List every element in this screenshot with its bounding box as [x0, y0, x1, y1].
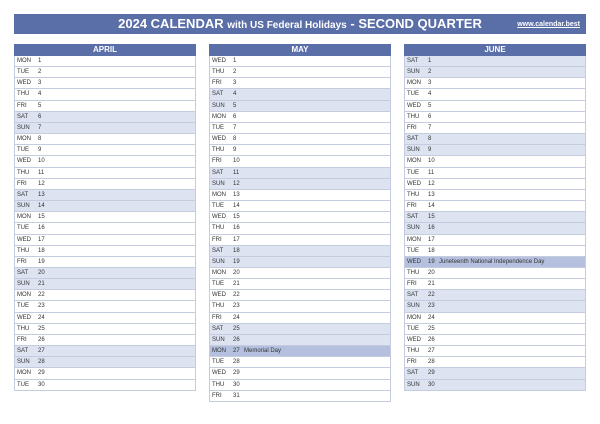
day-number: 5	[428, 102, 432, 109]
day-number: 10	[38, 158, 45, 165]
day-number: 24	[428, 314, 435, 321]
day-list	[14, 56, 196, 391]
day-number: 17	[38, 236, 45, 243]
day-number: 7	[38, 124, 42, 131]
weekday-label: SUN	[17, 203, 30, 210]
day-number: 27	[428, 348, 435, 355]
day-number: 11	[233, 169, 240, 176]
weekday-label: SUN	[407, 69, 420, 76]
weekday-label: SUN	[407, 381, 420, 388]
day-number: 10	[428, 158, 435, 165]
weekday-label: TUE	[17, 381, 29, 388]
weekday-label: SAT	[212, 247, 224, 254]
day-row	[15, 190, 195, 201]
day-row	[405, 179, 585, 190]
day-row	[15, 134, 195, 145]
day-number: 16	[38, 225, 45, 232]
weekday-label: MON	[407, 314, 421, 321]
weekday-label: SAT	[212, 169, 224, 176]
weekday-label: THU	[212, 225, 225, 232]
day-row	[405, 380, 585, 391]
day-number: 23	[233, 303, 240, 310]
weekday-label: SUN	[407, 225, 420, 232]
title-subtitle: with US Federal Holidays	[227, 20, 347, 31]
weekday-label: FRI	[17, 258, 27, 265]
day-row	[15, 67, 195, 78]
weekday-label: THU	[407, 113, 420, 120]
day-number: 18	[428, 247, 435, 254]
day-number: 16	[233, 225, 240, 232]
day-number: 11	[428, 169, 435, 176]
day-row	[210, 179, 390, 190]
month-april	[14, 44, 196, 391]
weekday-label: MON	[407, 158, 421, 165]
day-row	[210, 89, 390, 100]
day-row	[15, 335, 195, 346]
day-number: 26	[38, 336, 45, 343]
day-number: 22	[428, 292, 435, 299]
weekday-label: WED	[407, 336, 421, 343]
day-number: 9	[233, 147, 237, 154]
day-number: 5	[38, 102, 42, 109]
day-row	[15, 290, 195, 301]
weekday-label: WED	[212, 292, 226, 299]
day-row	[15, 246, 195, 257]
day-row	[15, 78, 195, 89]
day-row	[210, 290, 390, 301]
day-list	[209, 56, 391, 402]
day-row	[405, 301, 585, 312]
day-number: 15	[38, 214, 45, 221]
day-row	[405, 290, 585, 301]
title-banner	[14, 14, 586, 34]
day-number: 8	[233, 136, 237, 143]
weekday-label: MON	[407, 236, 421, 243]
day-number: 11	[38, 169, 45, 176]
day-row	[405, 156, 585, 167]
day-row	[15, 101, 195, 112]
day-number: 13	[38, 191, 45, 198]
day-number: 22	[233, 292, 240, 299]
day-number: 28	[428, 359, 435, 366]
weekday-label: TUE	[17, 69, 29, 76]
day-row	[405, 190, 585, 201]
weekday-label: SAT	[407, 370, 419, 377]
day-row	[405, 78, 585, 89]
weekday-label: WED	[407, 102, 421, 109]
day-row	[15, 168, 195, 179]
day-number: 20	[38, 269, 45, 276]
day-row	[15, 89, 195, 100]
day-row	[210, 324, 390, 335]
day-row	[15, 268, 195, 279]
weekday-label: SUN	[17, 359, 30, 366]
weekday-label: THU	[407, 191, 420, 198]
weekday-label: FRI	[212, 392, 222, 399]
day-row	[405, 279, 585, 290]
day-number: 8	[428, 136, 432, 143]
day-row	[15, 357, 195, 368]
day-row	[15, 223, 195, 234]
day-number: 1	[428, 58, 432, 64]
weekday-label: TUE	[212, 281, 224, 288]
day-list	[404, 56, 586, 391]
day-number: 7	[428, 124, 432, 131]
day-row	[15, 257, 195, 268]
weekday-label: SAT	[407, 58, 419, 64]
weekday-label: WED	[17, 314, 31, 321]
day-number: 28	[233, 359, 240, 366]
day-number: 3	[233, 80, 237, 87]
weekday-label: THU	[17, 169, 30, 176]
weekday-label: WED	[212, 214, 226, 221]
day-number: 1	[233, 58, 237, 64]
weekday-label: THU	[17, 91, 30, 98]
day-row	[15, 112, 195, 123]
weekday-label: SAT	[17, 269, 29, 276]
day-row	[210, 301, 390, 312]
day-row	[210, 246, 390, 257]
weekday-label: SAT	[212, 325, 224, 332]
weekday-label: SAT	[407, 136, 419, 143]
day-row	[15, 123, 195, 134]
weekday-label: FRI	[17, 102, 27, 109]
holiday-row	[405, 257, 585, 268]
weekday-label: TUE	[17, 225, 29, 232]
day-row	[210, 201, 390, 212]
day-number: 24	[233, 314, 240, 321]
weekday-label: MON	[407, 80, 421, 87]
day-row	[15, 313, 195, 324]
day-number: 22	[38, 292, 45, 299]
day-row	[15, 156, 195, 167]
day-number: 17	[428, 236, 435, 243]
weekday-label: WED	[17, 158, 31, 165]
day-number: 2	[38, 69, 42, 76]
day-row	[405, 134, 585, 145]
day-number: 21	[38, 281, 45, 288]
day-number: 26	[428, 336, 435, 343]
weekday-label: TUE	[17, 147, 29, 154]
website-link[interactable]: www.calendar.best	[517, 21, 580, 28]
day-number: 14	[38, 203, 45, 210]
day-row	[15, 301, 195, 312]
weekday-label: TUE	[407, 91, 419, 98]
day-number: 1	[38, 58, 42, 64]
day-row	[15, 235, 195, 246]
day-number: 20	[233, 269, 240, 276]
day-number: 3	[38, 80, 42, 87]
day-number: 29	[428, 370, 435, 377]
day-number: 30	[233, 381, 240, 388]
weekday-label: SUN	[212, 336, 225, 343]
day-number: 20	[428, 269, 435, 276]
weekday-label: SUN	[407, 147, 420, 154]
day-number: 26	[233, 336, 240, 343]
month-header: MAY	[209, 44, 391, 56]
day-number: 4	[233, 91, 237, 98]
weekday-label: TUE	[407, 247, 419, 254]
weekday-label: THU	[407, 348, 420, 355]
day-number: 19	[38, 258, 45, 265]
day-number: 6	[233, 113, 237, 120]
weekday-label: WED	[17, 80, 31, 87]
day-row	[405, 346, 585, 357]
day-number: 27	[38, 348, 45, 355]
day-row	[210, 223, 390, 234]
day-number: 18	[38, 247, 45, 254]
day-number: 10	[233, 158, 240, 165]
day-number: 31	[233, 392, 240, 399]
weekday-label: WED	[212, 370, 226, 377]
day-row	[210, 145, 390, 156]
day-row	[210, 313, 390, 324]
day-row	[210, 391, 390, 402]
day-row	[15, 201, 195, 212]
weekday-label: WED	[17, 236, 31, 243]
weekday-label: THU	[212, 147, 225, 154]
day-row	[405, 56, 585, 67]
day-row	[210, 67, 390, 78]
day-row	[405, 123, 585, 134]
holiday-name: Memorial Day	[244, 348, 282, 355]
day-number: 28	[38, 359, 45, 366]
month-header: JUNE	[404, 44, 586, 56]
weekday-label: SUN	[17, 124, 30, 131]
weekday-label: FRI	[212, 158, 222, 165]
day-row	[405, 335, 585, 346]
day-row	[405, 112, 585, 123]
day-row	[210, 56, 390, 67]
weekday-label: THU	[407, 269, 420, 276]
day-number: 6	[38, 113, 42, 120]
day-row	[15, 179, 195, 190]
day-number: 25	[38, 325, 45, 332]
day-row	[210, 168, 390, 179]
weekday-label: SUN	[17, 281, 30, 288]
holiday-row	[210, 346, 390, 357]
day-row	[405, 168, 585, 179]
day-row	[405, 89, 585, 100]
day-row	[405, 246, 585, 257]
weekday-label: SAT	[17, 191, 29, 198]
weekday-label: WED	[212, 58, 226, 64]
day-number: 25	[428, 325, 435, 332]
day-row	[15, 145, 195, 156]
day-row	[210, 268, 390, 279]
day-number: 13	[428, 191, 435, 198]
day-row	[210, 235, 390, 246]
weekday-label: FRI	[407, 203, 417, 210]
weekday-label: SAT	[17, 348, 29, 355]
day-number: 3	[428, 80, 432, 87]
day-row	[15, 56, 195, 67]
weekday-label: MON	[17, 292, 31, 299]
day-row	[405, 368, 585, 379]
title-quarter: SECOND QUARTER	[358, 16, 482, 31]
day-row	[210, 335, 390, 346]
title-separator: -	[350, 16, 355, 31]
day-number: 8	[38, 136, 42, 143]
weekday-label: FRI	[212, 314, 222, 321]
day-row	[210, 257, 390, 268]
weekday-label: SAT	[407, 214, 419, 221]
day-number: 12	[428, 180, 435, 187]
day-row	[15, 279, 195, 290]
day-number: 14	[428, 203, 435, 210]
weekday-label: TUE	[212, 124, 224, 131]
weekday-label: SUN	[407, 303, 420, 310]
day-number: 13	[233, 191, 240, 198]
day-row	[210, 357, 390, 368]
day-row	[405, 268, 585, 279]
weekday-label: SUN	[212, 180, 225, 187]
weekday-label: SUN	[212, 102, 225, 109]
day-row	[210, 212, 390, 223]
day-number: 30	[38, 381, 45, 388]
weekday-label: MON	[212, 191, 226, 198]
day-row	[15, 380, 195, 391]
day-number: 2	[233, 69, 237, 76]
day-number: 12	[233, 180, 240, 187]
day-row	[405, 212, 585, 223]
day-row	[405, 235, 585, 246]
day-row	[210, 101, 390, 112]
weekday-label: TUE	[407, 325, 419, 332]
day-number: 30	[428, 381, 435, 388]
month-may	[209, 44, 391, 402]
weekday-label: MON	[212, 269, 226, 276]
day-row	[210, 368, 390, 379]
day-number: 25	[233, 325, 240, 332]
day-number: 12	[38, 180, 45, 187]
day-row	[15, 346, 195, 357]
day-number: 29	[38, 370, 45, 377]
day-number: 2	[428, 69, 432, 76]
day-row	[210, 123, 390, 134]
weekday-label: MON	[17, 370, 31, 377]
day-row	[405, 145, 585, 156]
weekday-label: THU	[17, 325, 30, 332]
day-number: 29	[233, 370, 240, 377]
weekday-label: THU	[212, 303, 225, 310]
month-header: APRIL	[14, 44, 196, 56]
weekday-label: FRI	[212, 80, 222, 87]
weekday-label: FRI	[17, 336, 27, 343]
day-number: 4	[38, 91, 42, 98]
day-row	[405, 101, 585, 112]
weekday-label: FRI	[407, 124, 417, 131]
day-number: 18	[233, 247, 240, 254]
weekday-label: MON	[17, 58, 31, 64]
weekday-label: MON	[17, 136, 31, 143]
day-row	[15, 212, 195, 223]
day-number: 17	[233, 236, 240, 243]
day-row	[210, 190, 390, 201]
weekday-label: SUN	[212, 258, 225, 265]
weekday-label: TUE	[212, 203, 224, 210]
day-row	[210, 156, 390, 167]
day-number: 7	[233, 124, 237, 131]
day-number: 6	[428, 113, 432, 120]
day-row	[405, 201, 585, 212]
day-number: 19	[428, 258, 435, 265]
day-row	[405, 223, 585, 234]
weekday-label: MON	[212, 113, 226, 120]
weekday-label: FRI	[17, 180, 27, 187]
month-june	[404, 44, 586, 391]
day-number: 16	[428, 225, 435, 232]
day-number: 14	[233, 203, 240, 210]
weekday-label: WED	[407, 258, 421, 265]
day-row	[15, 324, 195, 335]
day-row	[405, 67, 585, 78]
day-row	[210, 279, 390, 290]
day-number: 21	[428, 281, 435, 288]
day-row	[210, 78, 390, 89]
weekday-label: MON	[17, 214, 31, 221]
day-number: 27	[233, 348, 240, 355]
day-row	[405, 357, 585, 368]
weekday-label: FRI	[212, 236, 222, 243]
weekday-label: SAT	[407, 292, 419, 299]
day-row	[210, 112, 390, 123]
weekday-label: FRI	[407, 281, 417, 288]
weekday-label: THU	[212, 381, 225, 388]
day-number: 5	[233, 102, 237, 109]
weekday-label: WED	[212, 136, 226, 143]
weekday-label: SAT	[17, 113, 29, 120]
day-row	[210, 134, 390, 145]
weekday-label: TUE	[407, 169, 419, 176]
weekday-label: TUE	[212, 359, 224, 366]
page-title	[14, 14, 586, 34]
weekday-label: TUE	[17, 303, 29, 310]
day-row	[15, 368, 195, 379]
day-row	[405, 324, 585, 335]
day-row	[405, 313, 585, 324]
weekday-label: WED	[407, 180, 421, 187]
day-number: 4	[428, 91, 432, 98]
weekday-label: THU	[212, 69, 225, 76]
holiday-name: Juneteenth National Independence Day	[439, 258, 545, 265]
day-row	[210, 380, 390, 391]
day-number: 9	[428, 147, 432, 154]
day-number: 9	[38, 147, 42, 154]
weekday-label: MON	[212, 348, 226, 355]
day-number: 23	[38, 303, 45, 310]
day-number: 15	[428, 214, 435, 221]
weekday-label: THU	[17, 247, 30, 254]
day-number: 21	[233, 281, 240, 288]
day-number: 19	[233, 258, 240, 265]
day-number: 23	[428, 303, 435, 310]
weekday-label: FRI	[407, 359, 417, 366]
day-number: 15	[233, 214, 240, 221]
weekday-label: SAT	[212, 91, 224, 98]
title-main: 2024 CALENDAR	[118, 16, 224, 31]
day-number: 24	[38, 314, 45, 321]
